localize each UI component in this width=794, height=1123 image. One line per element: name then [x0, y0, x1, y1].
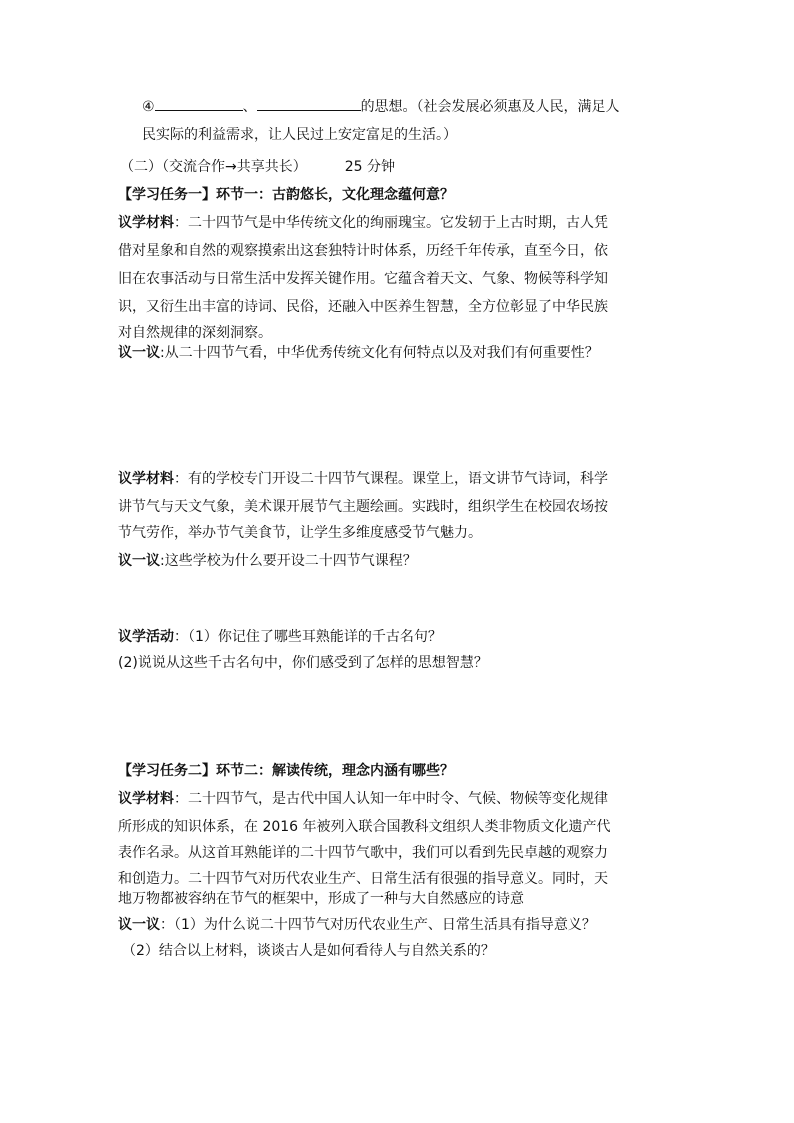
task2-question2: （2）结合以上材料，谈谈古人是如何看待人与自然关系的？	[122, 943, 495, 959]
task1-material1-line5: 对自然规律的深刻洞察。	[118, 325, 272, 341]
answer-blank-2[interactable]	[257, 96, 361, 111]
task1-material1-line2: 借对星象和自然的观察摸索出这套独特计时体系，历经千年传承，直至今日，依	[118, 243, 608, 259]
material-label: 议学材料	[118, 471, 174, 487]
task1-material2-line1: 议学材料：有的学校专门开设二十四节气课程。课堂上，语文讲节气诗词，科学	[118, 471, 608, 487]
task1-activity: 议学活动：（1）你记住了哪些耳熟能详的千古名句？	[118, 629, 442, 645]
section-time: 25 分钟	[344, 159, 395, 175]
task1-activity-q2: (2)说说从这些千古名句中，你们感受到了怎样的思想智慧？	[118, 655, 488, 671]
item-marker: ④	[142, 99, 155, 115]
task1-material1-line1: 议学材料：二十四节气是中华传统文化的绚丽瑰宝。它发轫于上古时期，古人凭	[118, 215, 608, 231]
section-header	[120, 156, 690, 178]
separator: 、	[242, 99, 257, 115]
material-label: 议学材料	[118, 791, 174, 807]
task2-material-line5: 地万物都被容纳在节气的框架中，形成了一种与大自然感应的诗意	[118, 891, 524, 907]
task2-question1: 议一议：（1）为什么说二十四节气对历代农业生产、日常生活具有指导意义？	[118, 917, 596, 933]
activity-label: 议学活动	[118, 629, 174, 645]
task2-material-line2: 所形成的知识体系，在 2016 年被列入联合国教科文组织人类非物质文化遗产代	[118, 819, 611, 835]
task2-material-line3: 表作名录。从这首耳熟能详的二十四节气歌中，我们可以看到先民卓越的观察力	[118, 845, 608, 861]
material-label: 议学材料	[118, 215, 174, 231]
task1-question1: 议一议:从二十四节气看，中华优秀传统文化有何特点以及对我们有何重要性？	[118, 345, 599, 361]
answer-blank-1[interactable]	[155, 96, 243, 111]
fill-tail-text: 的思想。（社会发展必须惠及人民，满足人	[360, 99, 620, 115]
task2-heading: 【学习任务二】环节二：解读传统，理念内涵有哪些？	[118, 763, 454, 779]
fill-continuation: 民实际的利益需求，让人民过上安定富足的生活。）	[142, 127, 457, 143]
task2-material-line1: 议学材料：二十四节气，是古代中国人认知一年中时令、气候、物候等变化规律	[118, 791, 608, 807]
question-label: 议一议	[118, 345, 160, 361]
task1-heading: 【学习任务一】环节一：古韵悠长，文化理念蕴何意？	[118, 187, 454, 203]
fill-blank-line	[142, 96, 712, 118]
task1-material1-line4: 识，又衍生出丰富的诗词、民俗，还融入中医养生智慧，全方位彰显了中华民族	[118, 299, 608, 315]
task2-material-line4: 和创造力。二十四节气对历代农业生产、日常生活有很强的指导意义。同时，天	[118, 871, 608, 887]
task1-question2: 议一议:这些学校为什么要开设二十四节气课程？	[118, 553, 417, 569]
task1-material2-line3: 节气劳作，举办节气美食节，让学生多维度感受节气魅力。	[118, 525, 482, 541]
question-label: 议一议	[118, 917, 160, 933]
section-label: （二）（交流合作→共享共长）	[120, 159, 307, 175]
question-label: 议一议	[118, 553, 160, 569]
task1-material1-line3: 旧在农事活动与日常生活中发挥关键作用。它蕴含着天文、气象、物候等科学知	[118, 271, 608, 287]
task1-material2-line2: 讲节气与天文气象，美术课开展节气主题绘画。实践时，组织学生在校园农场按	[118, 499, 608, 515]
